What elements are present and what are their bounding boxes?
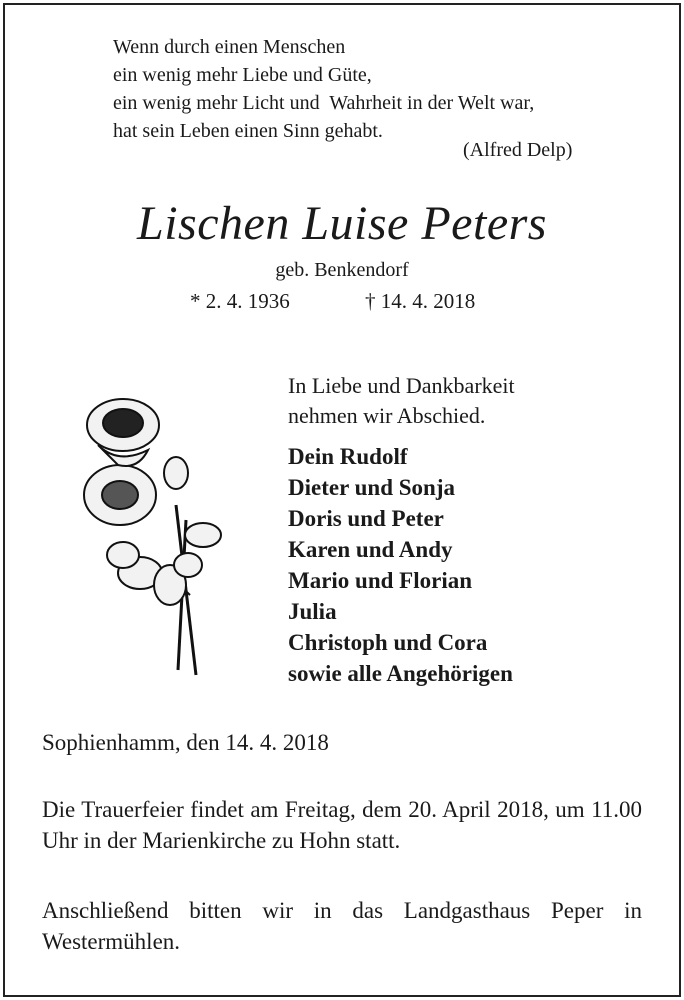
intro-line: In Liebe und Dankbarkeit [288, 373, 515, 398]
mourners-list [288, 441, 513, 689]
funeral-reception: Anschließend bitten wir in das Landgasthaus Peper in Westermühlen. [42, 898, 642, 954]
quote-line: ein wenig mehr Liebe und Güte, [113, 64, 372, 86]
mourner: Mario und Florian [288, 568, 473, 593]
birth-date: * 2. 4. 1936 [190, 289, 290, 313]
place-date: Sophienhamm, den 14. 4. 2018 [42, 730, 329, 755]
mourner: Christoph und Cora [288, 630, 488, 655]
quote-line: ein wenig mehr Licht und Wahrheit in der Welt war, [113, 92, 535, 114]
funeral-service: Die Trauerfeier findet am Freitag, dem 20. April 2018, um 11.00 Uhr in der Marienkirche zu Hohn statt. [42, 797, 642, 853]
mourner: Dieter und Sonja [288, 475, 455, 500]
mourner: sowie alle Angehörigen [288, 661, 513, 686]
mourner: Karen und Andy [288, 537, 453, 562]
quote-author: (Alfred Delp) [463, 139, 573, 161]
quote [113, 33, 534, 145]
deceased-name: Lischen Luise Peters [137, 197, 547, 250]
intro-line: nehmen wir Abschied. [288, 403, 486, 428]
mourner: Julia [288, 599, 337, 624]
farewell-intro [288, 371, 515, 431]
quote-line: hat sein Leben einen Sinn gehabt. [113, 120, 383, 142]
mourner: Doris und Peter [288, 506, 444, 531]
death-date: † 14. 4. 2018 [365, 289, 476, 313]
mourner: Dein Rudolf [288, 444, 408, 469]
rose-bouquet-icon [78, 395, 228, 680]
quote-line: Wenn durch einen Menschen [113, 36, 346, 58]
maiden-name: geb. Benkendorf [275, 259, 409, 281]
